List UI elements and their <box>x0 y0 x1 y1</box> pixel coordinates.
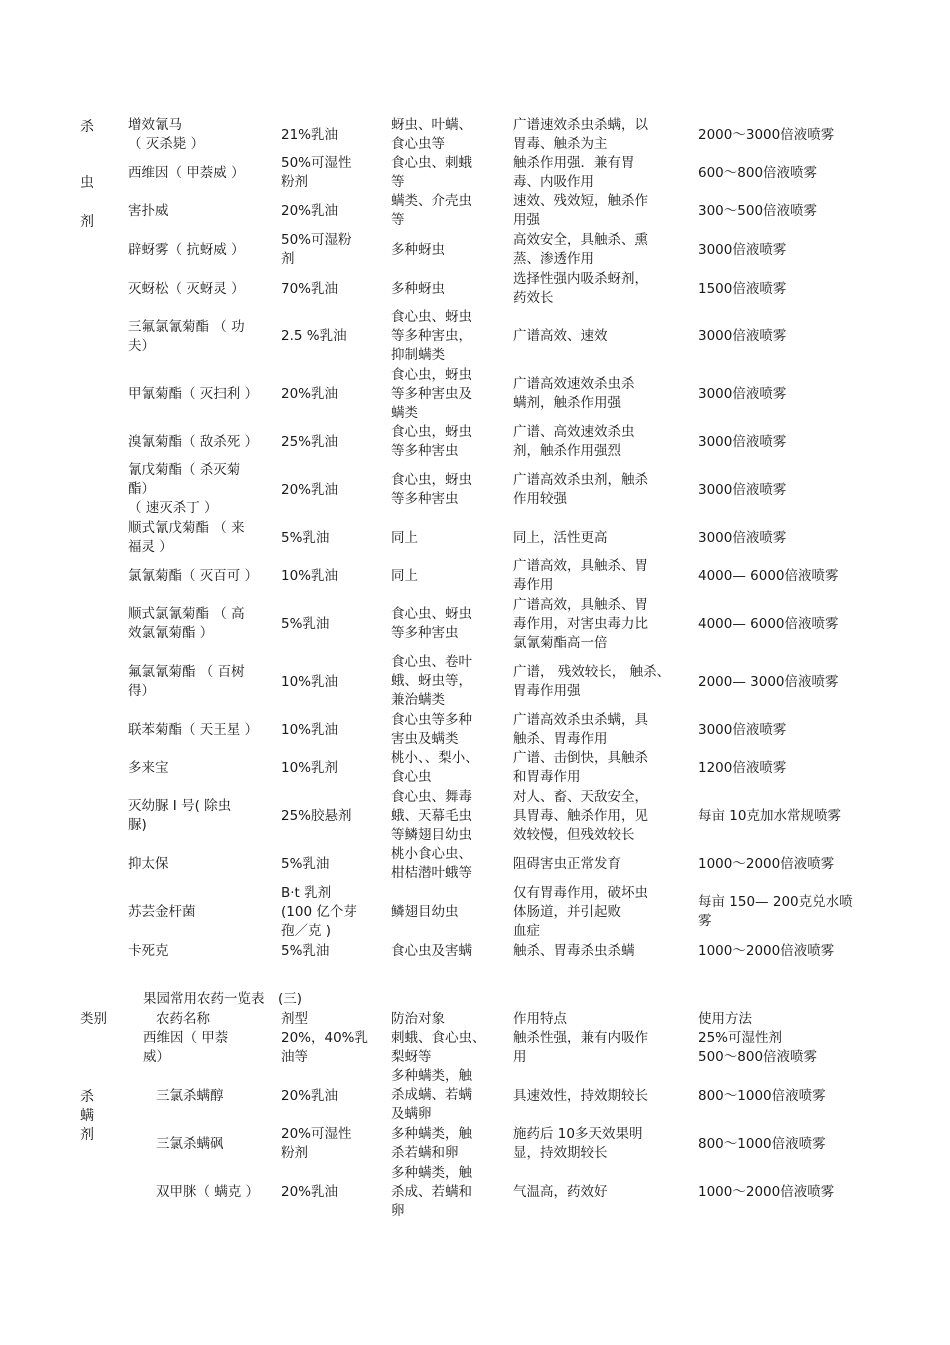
usage: 4000— 6000倍液喷雾 <box>698 616 839 632</box>
formulation: 20%乳油 <box>281 386 339 402</box>
pesticide-name: 双甲脒（ 螨克 ） <box>156 1184 260 1200</box>
pesticide-name: 联苯菊酯（ 天王星 ） <box>128 722 259 738</box>
target-pests: 食心虫，蚜虫 等多种害虫 <box>391 424 472 459</box>
feature: 速效、残效短，触杀作 用强 <box>513 193 648 228</box>
usage: 3000倍液喷雾 <box>698 482 787 498</box>
pesticide-name: 顺式氰戊菊酯 （ 来 福灵 ） <box>128 520 245 555</box>
category-char: 虫 <box>80 175 94 191</box>
formulation: 5%乳油 <box>281 530 330 546</box>
usage: 每亩 10克加水常规喷雾 <box>698 808 841 824</box>
usage: 300～500倍液喷雾 <box>698 203 818 219</box>
target-pests: 多种螨类，触 杀成螨、若螨 及螨卵 <box>391 1068 472 1122</box>
pesticide-name: 多来宝 <box>128 760 169 776</box>
target-pests: 桃小食心虫、 柑桔潜叶蛾等 <box>391 846 472 881</box>
pesticide-name: 辟蚜雾（ 抗蚜威 ） <box>128 242 245 258</box>
target-pests: 桃小、、梨小、 食心虫 <box>391 750 479 785</box>
formulation: 10%乳油 <box>281 674 339 690</box>
pesticide-name: 顺式氯氰菊酯 （ 高 效氯氰菊酯 ） <box>128 606 245 641</box>
feature: 高效安全，具触杀、熏 蒸、渗透作用 <box>513 232 648 267</box>
target-pests: 食心虫、舞毒 蛾、天幕毛虫 等鳞翅目幼虫 <box>391 789 472 843</box>
formulation: 25%胶悬剂 <box>281 808 352 824</box>
target-pests: 食心虫，蚜虫 等多种害虫 <box>391 472 472 507</box>
pesticide-name: 三氯杀螨醇 <box>156 1088 224 1104</box>
pesticide-name: 苏芸金杆菌 <box>128 904 196 920</box>
category-char: 螨 <box>80 1108 94 1124</box>
header-target: 防治对象 <box>391 1011 445 1027</box>
feature: 广谱高效，具触杀、胃 毒作用，对害虫毒力比 氯氰菊酯高一倍 <box>513 597 648 651</box>
pesticide-name: 西维因（ 甲萘威 ） <box>128 165 245 181</box>
feature: 广谱高效、速效 <box>513 328 608 344</box>
target-pests: 多种螨类，触 杀成、若螨和 卵 <box>391 1165 472 1219</box>
formulation: 10%乳油 <box>281 568 339 584</box>
target-pests: 食心虫、蚜虫 等多种害虫， 抑制螨类 <box>391 309 472 363</box>
feature: 广谱、击倒快，具触杀 和胃毒作用 <box>513 750 648 785</box>
header-name: 农药名称 <box>156 1011 210 1027</box>
usage: 3000倍液喷雾 <box>698 328 787 344</box>
usage: 1000～2000倍液喷雾 <box>698 943 835 959</box>
formulation: 50%可湿粉 剂 <box>281 232 352 267</box>
feature: 阻碍害虫正常发育 <box>513 856 621 872</box>
usage: 3000倍液喷雾 <box>698 386 787 402</box>
usage: 2000— 3000倍液喷雾 <box>698 674 839 690</box>
usage: 3000倍液喷雾 <box>698 434 787 450</box>
target-pests: 食心虫，蚜虫 等多种害虫及 螨类 <box>391 367 472 421</box>
pesticide-name: 增效氰马 （ 灭杀毙 ） <box>128 117 205 152</box>
feature: 选择性强内吸杀蚜剂， 药效长 <box>513 271 648 306</box>
pesticide-name: 害扑威 <box>128 203 169 219</box>
pesticide-name: 三氟氯氰菊酯 （ 功 夫） <box>128 319 245 354</box>
feature: 广谱速效杀虫杀螨，以 胃毒、触杀为主 <box>513 117 648 152</box>
usage: 1000～2000倍液喷雾 <box>698 856 835 872</box>
category-char: 剂 <box>80 214 94 230</box>
target-pests: 螨类、介壳虫 等 <box>391 193 472 228</box>
target-pests: 蚜虫、叶螨、 食心虫等 <box>391 117 472 152</box>
pesticide-name: 西维因（ 甲萘 威） <box>143 1030 229 1065</box>
target-pests: 食心虫、蚜虫 等多种害虫 <box>391 606 472 641</box>
feature: 广谱， 残效较长， 触杀、 胃毒作用强 <box>513 664 671 699</box>
target-pests: 鳞翅目幼虫 <box>391 904 459 920</box>
feature: 气温高，药效好 <box>513 1184 608 1200</box>
usage: 3000倍液喷雾 <box>698 722 787 738</box>
feature: 广谱高效杀虫剂，触杀 作用较强 <box>513 472 648 507</box>
formulation: 25%乳油 <box>281 434 339 450</box>
feature: 施药后 10多天效果明 显，持效期较长 <box>513 1126 643 1161</box>
target-pests: 多种螨类，触 杀若螨和卵 <box>391 1126 472 1161</box>
header-usage: 使用方法 <box>698 1011 752 1027</box>
formulation: 20%乳油 <box>281 1184 339 1200</box>
feature: 触杀、胃毒杀虫杀螨 <box>513 943 635 959</box>
target-pests: 食心虫及害螨 <box>391 943 472 959</box>
category-char: 杀 <box>80 1089 94 1105</box>
usage: 3000倍液喷雾 <box>698 242 787 258</box>
usage: 1500倍液喷雾 <box>698 281 787 297</box>
target-pests: 同上 <box>391 530 418 546</box>
feature: 广谱高效杀虫杀螨，具 触杀、胃毒作用 <box>513 712 648 747</box>
formulation: 20%乳油 <box>281 482 339 498</box>
pesticide-name: 灭幼脲 Ⅰ 号( 除虫 脲) <box>128 798 232 833</box>
formulation: 10%乳油 <box>281 722 339 738</box>
feature: 同上，活性更高 <box>513 530 608 546</box>
header-feature: 作用特点 <box>513 1011 567 1027</box>
formulation: B·t 乳剂 (100 亿个芽 孢／克 ) <box>281 885 357 939</box>
pesticide-name: 抑太保 <box>128 856 169 872</box>
formulation: 20%乳油 <box>281 203 339 219</box>
formulation: 5%乳油 <box>281 943 330 959</box>
usage: 25%可湿性剂 500～800倍液喷雾 <box>698 1030 818 1065</box>
formulation: 70%乳油 <box>281 281 339 297</box>
feature: 对人、畜、天敌安全， 具胃毒、触杀作用，见 效较慢，但残效较长 <box>513 789 648 843</box>
feature: 具速效性，持效期较长 <box>513 1088 648 1104</box>
category-char: 剂 <box>80 1127 94 1143</box>
pesticide-name: 灭蚜松（ 灭蚜灵 ） <box>128 281 245 297</box>
pesticide-name: 甲氰菊酯（ 灭扫利 ） <box>128 386 259 402</box>
pesticide-name: 三氯杀螨砜 <box>156 1136 224 1152</box>
formulation: 5%乳油 <box>281 856 330 872</box>
target-pests: 同上 <box>391 568 418 584</box>
header-category: 类别 <box>80 1011 107 1027</box>
target-pests: 刺蛾、食心虫、 梨蚜等 <box>391 1030 486 1065</box>
usage: 600～800倍液喷雾 <box>698 165 818 181</box>
feature: 广谱、高效速效杀虫 剂，触杀作用强烈 <box>513 424 635 459</box>
pesticide-name: 卡死克 <box>128 943 169 959</box>
formulation: 20%可湿性 粉剂 <box>281 1126 352 1161</box>
header-form: 剂型 <box>281 1011 308 1027</box>
target-pests: 食心虫、卷叶 蛾、蚜虫等， 兼治螨类 <box>391 654 472 708</box>
usage: 1200倍液喷雾 <box>698 760 787 776</box>
pesticide-name: 氰戊菊酯（ 杀灭菊 酯） （ 速灭杀丁 ） <box>128 462 241 516</box>
target-pests: 食心虫等多种 害虫及螨类 <box>391 712 472 747</box>
usage: 1000～2000倍液喷雾 <box>698 1184 835 1200</box>
usage: 800～1000倍液喷雾 <box>698 1136 826 1152</box>
usage: 2000～3000倍液喷雾 <box>698 127 835 143</box>
formulation: 20%乳油 <box>281 1088 339 1104</box>
pesticide-name: 氟氯氰菊酯 （ 百树 得） <box>128 664 245 699</box>
target-pests: 食心虫、刺蛾 等 <box>391 155 472 190</box>
pesticide-name: 氯氰菊酯（ 灭百可 ） <box>128 568 259 584</box>
feature: 广谱高效速效杀虫杀 螨剂，触杀作用强 <box>513 376 635 411</box>
target-pests: 多种蚜虫 <box>391 281 445 297</box>
target-pests: 多种蚜虫 <box>391 242 445 258</box>
formulation: 2.5 %乳油 <box>281 328 347 344</box>
feature: 触杀性强，兼有内吸作 用 <box>513 1030 648 1065</box>
usage: 3000倍液喷雾 <box>698 530 787 546</box>
table-title: 果园常用农药一览表 (三) <box>143 991 303 1007</box>
formulation: 10%乳剂 <box>281 760 339 776</box>
feature: 仅有胃毒作用，破坏虫 体肠道，并引起败 血症 <box>513 885 648 939</box>
formulation: 21%乳油 <box>281 127 339 143</box>
formulation: 20%，40%乳 油等 <box>281 1030 369 1065</box>
usage: 4000— 6000倍液喷雾 <box>698 568 839 584</box>
pesticide-name: 溴氰菊酯（ 敌杀死 ） <box>128 434 259 450</box>
formulation: 50%可湿性 粉剂 <box>281 155 352 190</box>
feature: 触杀作用强．兼有胃 毒、内吸作用 <box>513 155 635 190</box>
feature: 广谱高效，具触杀、胃 毒作用 <box>513 558 648 593</box>
usage: 800～1000倍液喷雾 <box>698 1088 826 1104</box>
formulation: 5%乳油 <box>281 616 330 632</box>
category-char: 杀 <box>80 119 94 135</box>
usage: 每亩 150— 200克兑水喷 雾 <box>698 894 853 929</box>
